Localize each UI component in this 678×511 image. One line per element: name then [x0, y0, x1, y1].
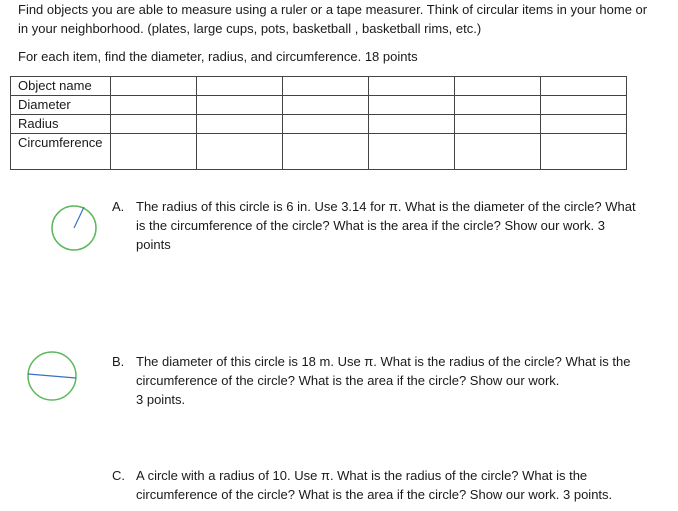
table-cell	[197, 77, 283, 96]
question-a-letter: A.	[112, 199, 125, 214]
table-cell	[283, 134, 369, 170]
table-cell	[541, 77, 627, 96]
question-b	[112, 352, 642, 409]
row-label-object-name: Object name	[11, 77, 111, 96]
table-cell	[369, 96, 455, 115]
intro-paragraph: Find objects you are able to measure using a ruler or a tape measurer. Think of circular items in your home or in your neighborhood. (plates, large cups, pots, basketball , basketball rims, etc.)	[18, 2, 648, 36]
table-row	[11, 134, 627, 170]
table-cell	[455, 115, 541, 134]
circle-a-radius-line	[74, 207, 84, 228]
table-cell	[369, 115, 455, 134]
table-cell	[197, 134, 283, 170]
measurement-table	[10, 76, 627, 170]
row-label-diameter: Diameter	[11, 96, 111, 115]
table-cell	[197, 96, 283, 115]
table-cell	[541, 96, 627, 115]
table-row	[11, 77, 627, 96]
table-row	[11, 115, 627, 134]
table-cell	[455, 77, 541, 96]
table-cell	[111, 115, 197, 134]
table-cell	[111, 77, 197, 96]
table-row	[11, 96, 627, 115]
table-cell	[283, 115, 369, 134]
row-label-circumference: Circumference	[11, 134, 111, 170]
question-b-text: The diameter of this circle is 18 m. Use π. What is the radius of the circle? What is the circumference of the circle? What is the area if the circle? Show our work.	[136, 354, 631, 388]
circle-a-figure	[49, 203, 99, 253]
table-cell	[369, 134, 455, 170]
table-cell	[283, 96, 369, 115]
table-cell	[541, 134, 627, 170]
table-cell	[369, 77, 455, 96]
circle-b-figure	[26, 350, 78, 402]
question-b-points: 3 points.	[136, 392, 186, 407]
table-cell	[283, 77, 369, 96]
table-cell	[541, 115, 627, 134]
table-cell	[111, 96, 197, 115]
circle-b-diameter-line	[28, 374, 76, 378]
question-a	[112, 197, 642, 254]
question-c	[112, 466, 642, 504]
table-cell	[111, 134, 197, 170]
question-a-text: The radius of this circle is 6 in. Use 3.14 for π. What is the diameter of the circle? What is the circumference of the circle? What is the area if the circle? Show our work. 3 points	[136, 199, 636, 252]
question-c-letter: C.	[112, 468, 125, 483]
instructions-paragraph: For each item, find the diameter, radius, and circumference. 18 points	[18, 49, 418, 64]
question-b-letter: B.	[112, 354, 125, 369]
table-cell	[455, 96, 541, 115]
question-c-text: A circle with a radius of 10. Use π. What is the radius of the circle? What is the circumference of the circle? What is the area if the circle? Show our work. 3 points.	[136, 468, 613, 502]
row-label-radius: Radius	[11, 115, 111, 134]
table-cell	[455, 134, 541, 170]
table-cell	[197, 115, 283, 134]
